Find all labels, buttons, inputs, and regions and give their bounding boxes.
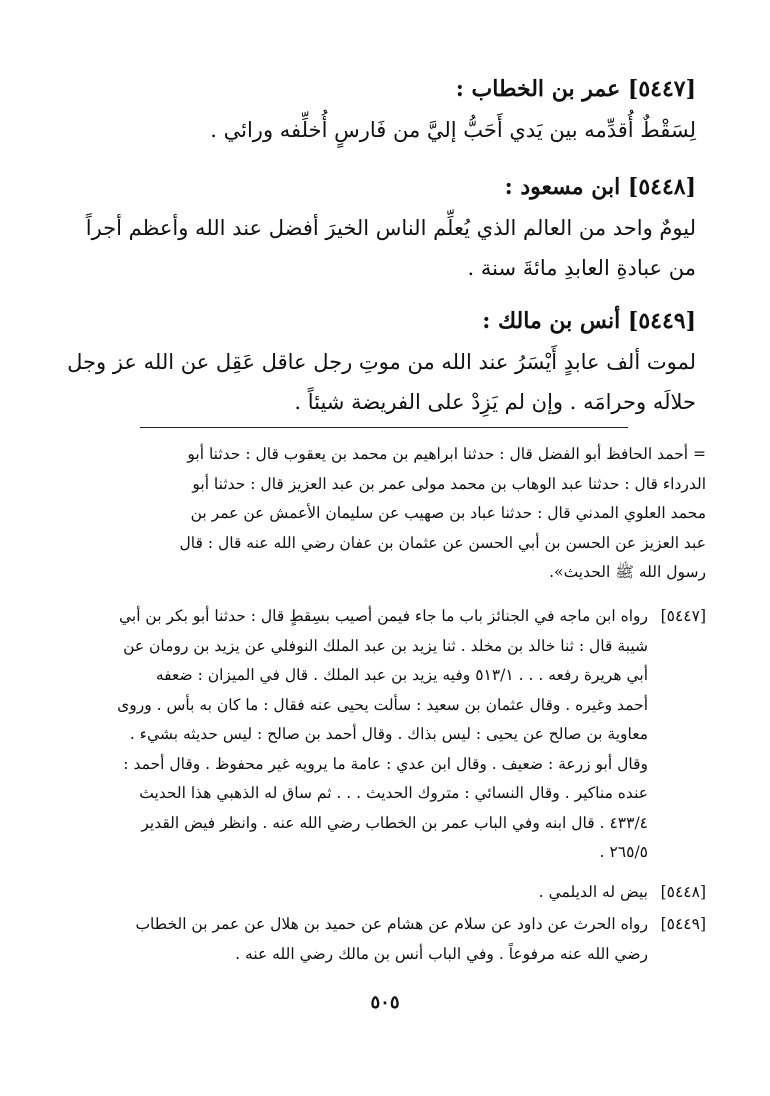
footnote-line: وقال أبو زرعة : ضعيف . وقال ابن عدي : عامة ما يرويه غير محفوظ . وقال أحمد :: [123, 754, 648, 773]
entry-number: [٥٤٤٧]: [627, 76, 696, 102]
footnote-line: عبد العزيز عن الحسن بن أبي الحسن عن عثمان بن عفان رضي الله عنه قال : قال: [179, 533, 706, 552]
footnote-line: رواه الحرث عن داود عن سلام عن هشام عن حميد بن هلال عن عمر بن الخطاب: [135, 915, 648, 933]
footnote-line: أحمد وغيره . وقال عثمان بن سعيد : سألت يحيى عنه فقال : ما كان به بأس . وروى: [117, 695, 648, 714]
footnote-number: [٥٤٤٩]: [660, 915, 706, 933]
footnote-line: = أحمد الحافظ أبو الفضل قال : حدثنا ابراهيم بن محمد بن يعقوب قال : حدثنا أبو: [187, 445, 706, 463]
footnote-body: [64, 878, 648, 908]
footnote-line: عنده مناكير . وقال النسائي : متروك الحديث . . . ثم ساق له الذهبي هذا الحديث: [139, 784, 648, 802]
footnote-line: معاوية بن صالح عن يحيى : ليس بذاك . وقال أحمد بن صالح : ليس حديثه بشيء .: [129, 725, 648, 743]
entry-heading: [86, 306, 696, 336]
footnote-body: [64, 602, 648, 868]
entry-narrator: ابن مسعود :: [504, 174, 621, 200]
footnote-line: بيض له الديلمي .: [538, 883, 648, 901]
page-number: ٥٠٥: [370, 992, 400, 1013]
entry-narrator: أنس بن مالك :: [482, 308, 621, 334]
entry-text-line: ليومٌ واحد من العالم الذي يُعلِّم الناس الخيرَ أفضل عند الله وأعظم أجراً: [85, 216, 696, 240]
entry-number: [٥٤٤٨]: [627, 174, 696, 200]
footnote-5448: [64, 878, 706, 908]
footnote-line: ٤٣٣/٤ . قال ابنه وفي الباب عمر بن الخطاب رضي الله عنه . وانظر فيض القدير: [141, 813, 648, 832]
footnote-number: [٥٤٤٧]: [660, 607, 706, 625]
footnote-line: رواه ابن ماجه في الجنائز باب ما جاء فيمن أصيب بسِقطٍ قال : حدثنا أبو بكر بن أبي: [118, 607, 648, 625]
footnote-body: [64, 910, 648, 969]
entry-text-line: حلالَه وحرامَه . وإن لم يَزِدْ على الفريضة شيئاً .: [294, 390, 696, 414]
entry-number: [٥٤٤٩]: [627, 308, 696, 334]
entry-narrator: عمر بن الخطاب :: [455, 76, 621, 102]
hadith-entry-5448: [86, 172, 696, 288]
hadith-entry-5449: [67, 306, 696, 422]
footnote-5447: [64, 602, 706, 868]
entry-text-line: لِسَقْطٌ أُقدِّمه بين يَدي أَحَبُّ إليَّ من فَارسٍ أُخلِّفه ورائي .: [210, 118, 696, 142]
hadith-entry-5447: [86, 74, 696, 150]
entry-text-line: لموت ألف عابدٍ أَيْسَرُ عند الله من موتِ رجل عاقل عَقِل عن الله عز وجل: [67, 350, 696, 374]
footnote-continuation: [64, 440, 706, 588]
entry-text-line: من عبادةِ العابدِ مائةَ سنة .: [467, 256, 696, 280]
footnote-number: [٥٤٤٨]: [660, 883, 706, 901]
footnote-line: رسول الله ﷺ الحديث».: [549, 563, 706, 581]
footnote-line: الدرداء قال : حدثنا عبد الوهاب بن محمد مولى عمر بن عبد العزيز قال : حدثنا أبو: [192, 474, 706, 493]
entry-heading: [86, 74, 696, 104]
footnote-divider: [140, 427, 628, 428]
footnote-line: شيبة قال : ثنا خالد بن مخلد . ثنا يزيد بن عبد الملك النوفلي عن يزيد بن رومان عن: [123, 636, 648, 655]
footnote-line: محمد العلوي المدني قال : حدثنا عباد بن صهيب عن سليمان الأعمش عن عمر بن: [190, 504, 706, 522]
footnote-line: رضي الله عنه مرفوعاً . وفي الباب أنس بن مالك رضي الله عنه .: [235, 944, 648, 963]
footnote-line: ٢٦٥/٥ .: [599, 843, 648, 861]
entry-heading: [86, 172, 696, 202]
footnote-line: أبي هريرة رفعه . . . ٥١٣/١ وفيه يزيد بن عبد الملك . قال في الميزان : ضعفه: [155, 666, 648, 684]
footnote-5449: [64, 910, 706, 969]
